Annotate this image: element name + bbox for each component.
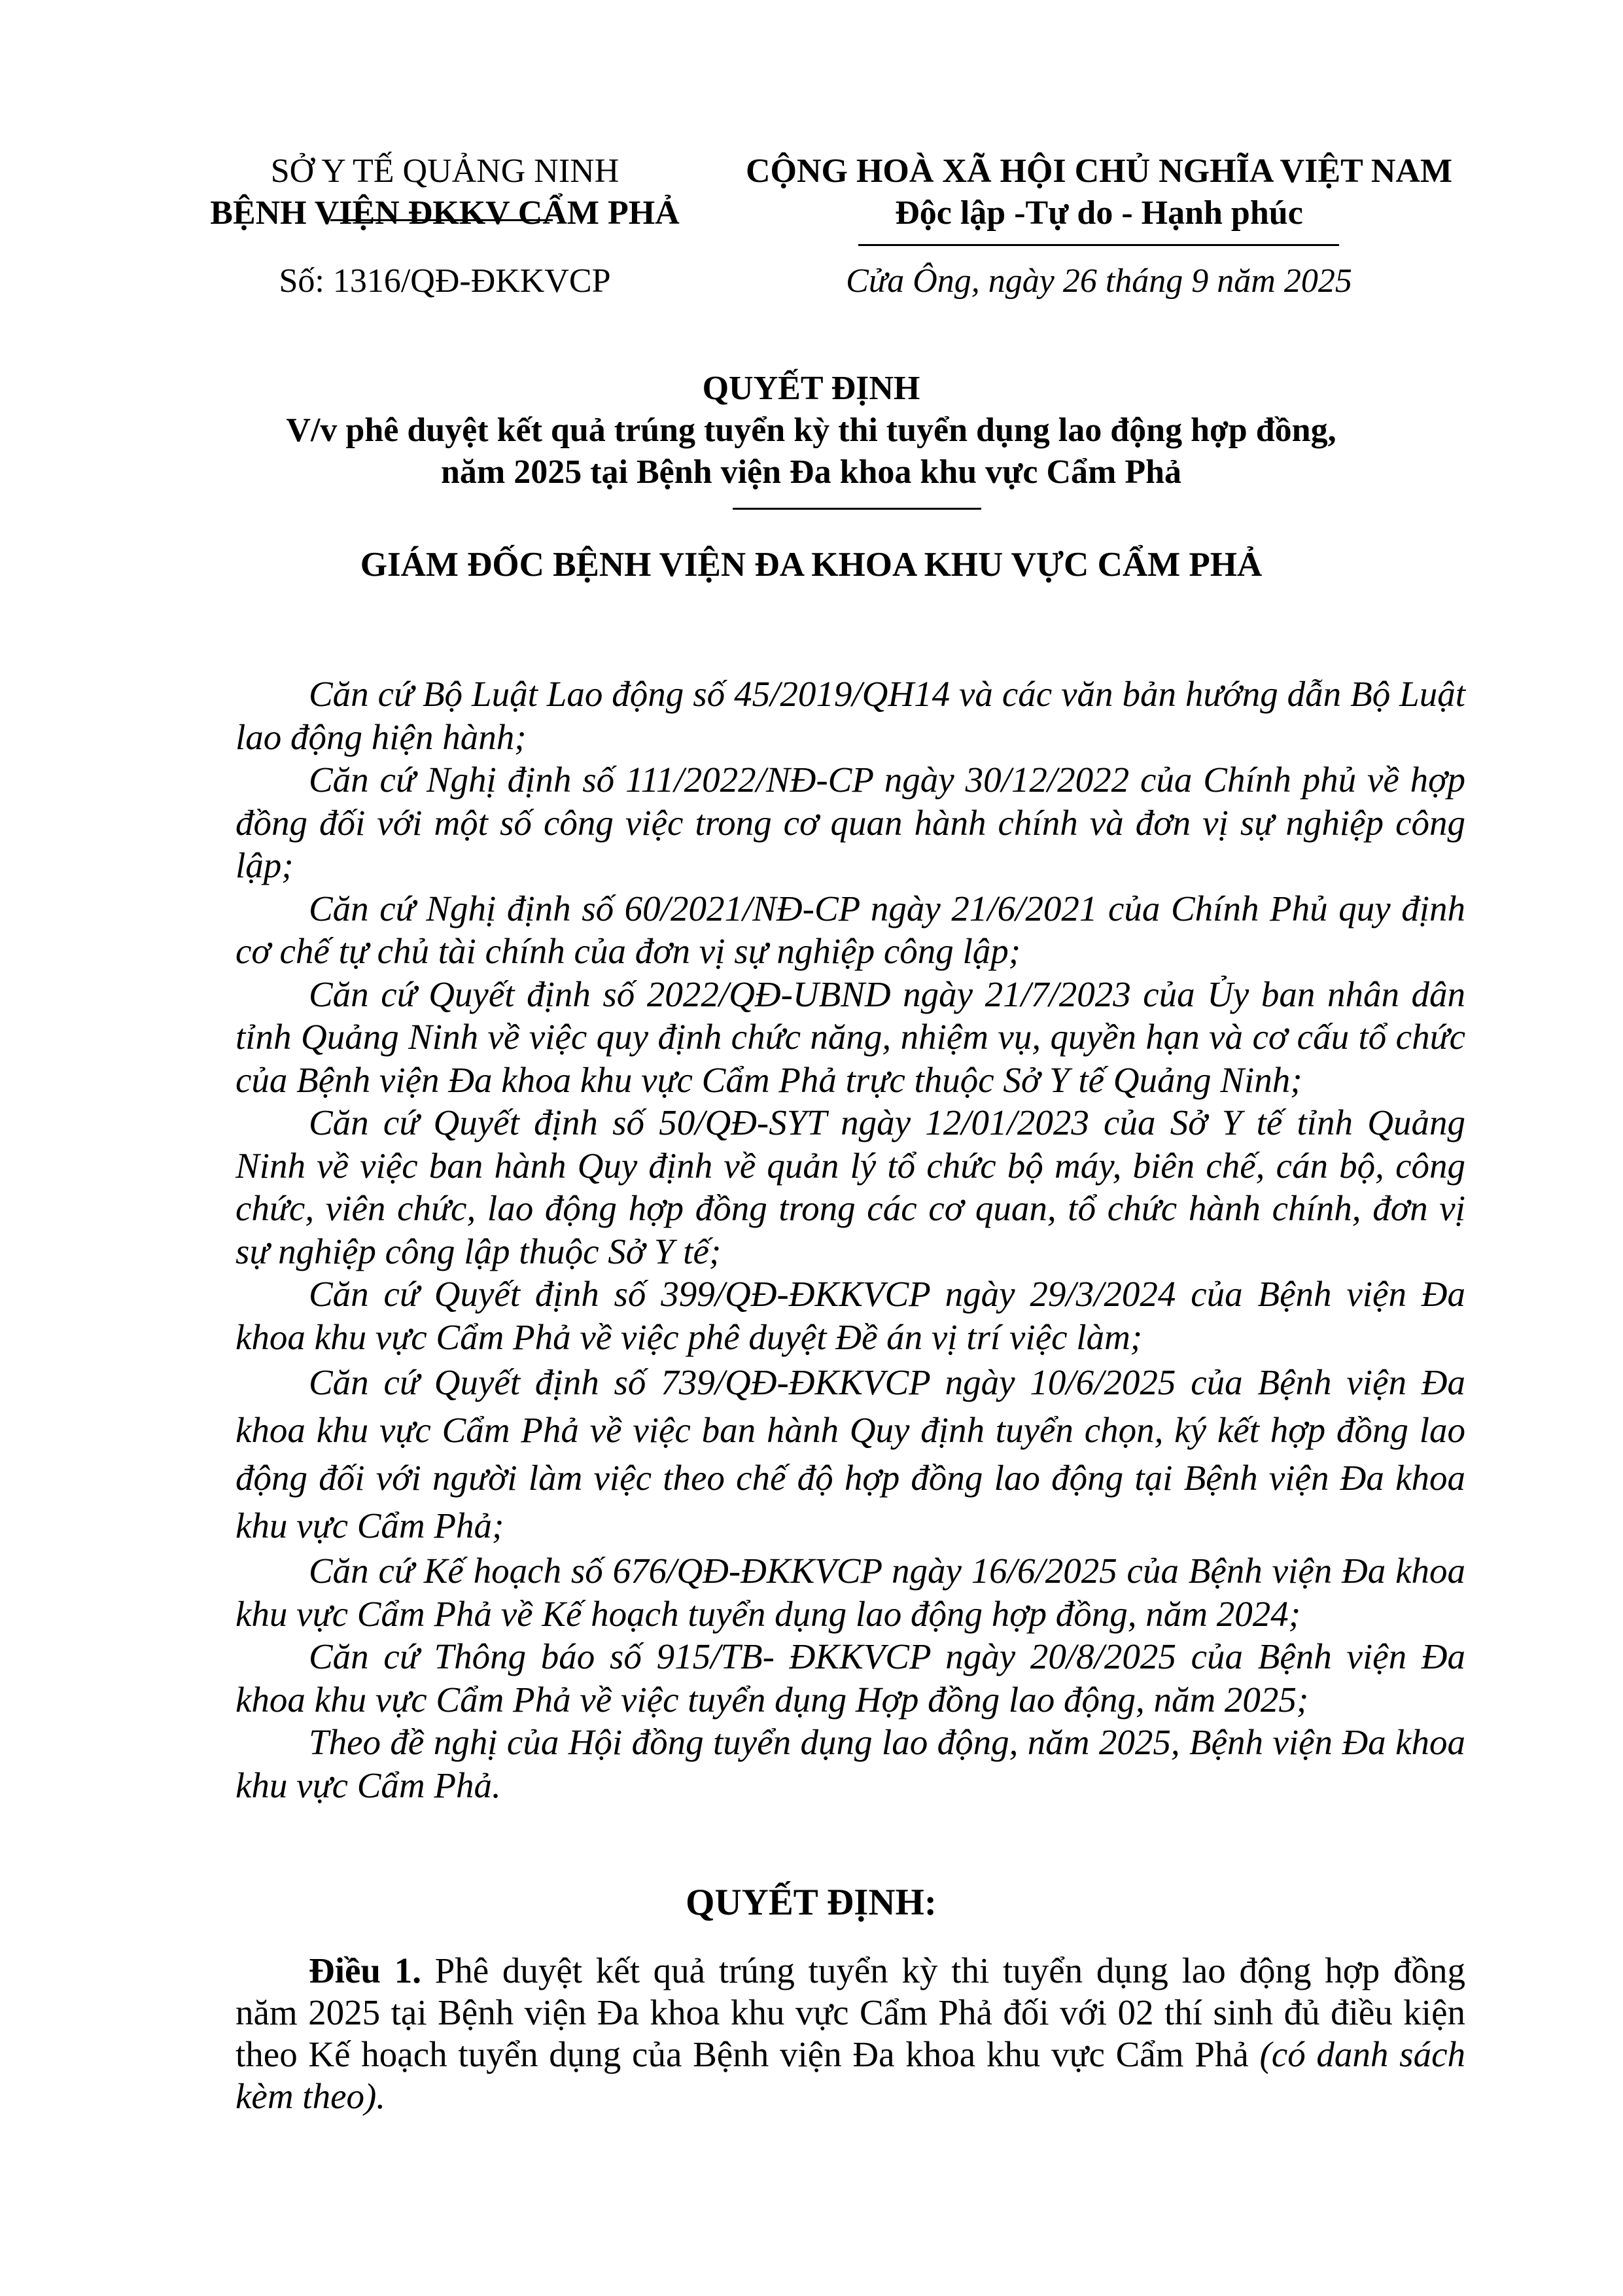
issuing-authority: GIÁM ĐỐC BỆNH VIỆN ĐA KHOA KHU VỰC CẨM PHẢ	[360, 546, 1263, 584]
document-number: Số: 1316/QĐ-ĐKKVCP	[279, 262, 611, 300]
basis-item: Căn cứ Nghị định số 111/2022/NĐ-CP ngày 30/12/2022 của Chính phủ về hợp đồng đối với một số công việc trong cơ quan hành chính và đơn vị sự nghiệp công lập;	[236, 760, 1465, 885]
article-1-label: Điều 1.	[309, 1951, 421, 1990]
national-name: CỘNG HOÀ XÃ HỘI CHỦ NGHĨA VIỆT NAM	[745, 152, 1453, 190]
title-underline	[733, 508, 981, 510]
legal-basis	[236, 673, 1465, 1807]
basis-item: Căn cứ Bộ Luật Lao động số 45/2019/QH14 và các văn bản hướng dẫn Bộ Luật lao động hiện hành;	[236, 674, 1465, 757]
motto-underline	[858, 244, 1339, 246]
basis-item: Căn cứ Quyết định số 2022/QĐ-UBND ngày 21/7/2023 của Ủy ban nhân dân tỉnh Quảng Ninh về việc quy định chức năng, nhiệm vụ, quyền hạn và cơ cấu tổ chức của Bệnh viện Đa khoa khu vực Cẩm Phả trực thuộc Sở Y tế Quảng Ninh;	[236, 974, 1465, 1100]
basis-item: Căn cứ Nghị định số 60/2021/NĐ-CP ngày 21/6/2021 của Chính Phủ quy định cơ chế tự chủ tài chính của đơn vị sự nghiệp công lập;	[236, 888, 1465, 971]
basis-item: Căn cứ Thông báo số 915/TB- ĐKKVCP ngày 20/8/2025 của Bệnh viện Đa khoa khu vực Cẩm Phả về việc tuyển dụng Hợp đồng lao động, năm 2025;	[236, 1636, 1465, 1720]
agency-underline	[330, 219, 553, 221]
agency-name: BỆNH VIỆN ĐKKV CẨM PHẢ	[210, 194, 680, 232]
subject-line-2: năm 2025 tại Bệnh viện Đa khoa khu vực Cẩm Phả	[440, 453, 1182, 491]
document-type: QUYẾT ĐỊNH	[702, 370, 920, 407]
agency-parent: SỞ Y TẾ QUẢNG NINH	[270, 152, 620, 190]
national-motto: Độc lập -Tự do - Hạnh phúc	[895, 194, 1303, 232]
national-motto-block	[713, 150, 1485, 234]
basis-item: Căn cứ Quyết định số 50/QĐ-SYT ngày 12/01/2023 của Sở Y tế tỉnh Quảng Ninh về việc ban hành Quy định về quản lý tổ chức bộ máy, biên chế, cán bộ, công chức, viên chức, lao động hợp đồng trong các cơ quan, tổ chức hành chính, đơn vị sự nghiệp công lập thuộc Sở Y tế;	[236, 1103, 1465, 1271]
article-1-text: Phê duyệt kết quả trúng tuyển kỳ thi tuyển dụng lao động hợp đồng năm 2025 tại Bệnh viện Đa khoa khu vực Cẩm Phả đối với 02 thí sinh đủ điều kiện theo Kế hoạch tuyển dụng của Bệnh viện Đa khoa khu vực Cẩm Phả	[236, 1951, 1466, 2074]
basis-item: Căn cứ Quyết định số 399/QĐ-ĐKKVCP ngày 29/3/2024 của Bệnh viện Đa khoa khu vực Cẩm Phả về việc phê duyệt Đề án vị trí việc làm;	[236, 1274, 1465, 1357]
decision-heading: QUYẾT ĐỊNH:	[686, 1882, 937, 1923]
article-1-note: (có danh sách kèm theo).	[236, 2034, 1465, 2116]
title-block	[196, 368, 1426, 493]
agency-block	[177, 150, 713, 234]
basis-item: Căn cứ Kế hoạch số 676/QĐ-ĐKKVCP ngày 16/6/2025 của Bệnh viện Đa khoa khu vực Cẩm Phả về Kế hoạch tuyển dụng lao động hợp đồng, năm 2024;	[236, 1551, 1465, 1634]
basis-item: Theo đề nghị của Hội đồng tuyển dụng lao động, năm 2025, Bệnh viện Đa khoa khu vực Cẩm Phả.	[236, 1722, 1465, 1805]
place-date: Cửa Ông, ngày 26 tháng 9 năm 2025	[846, 262, 1352, 300]
subject-line-1: V/v phê duyệt kết quả trúng tuyển kỳ thi tuyển dụng lao động hợp đồng,	[286, 412, 1336, 449]
basis-item: Căn cứ Quyết định số 739/QĐ-ĐKKVCP ngày 10/6/2025 của Bệnh viện Đa khoa khu vực Cẩm Phả về việc ban hành Quy định tuyển chọn, ký kết hợp đồng lao động đối với người làm việc theo chế độ hợp đồng lao động tại Bệnh viện Đa khoa khu vực Cẩm Phả;	[236, 1362, 1465, 1545]
article-1	[236, 1950, 1465, 2117]
